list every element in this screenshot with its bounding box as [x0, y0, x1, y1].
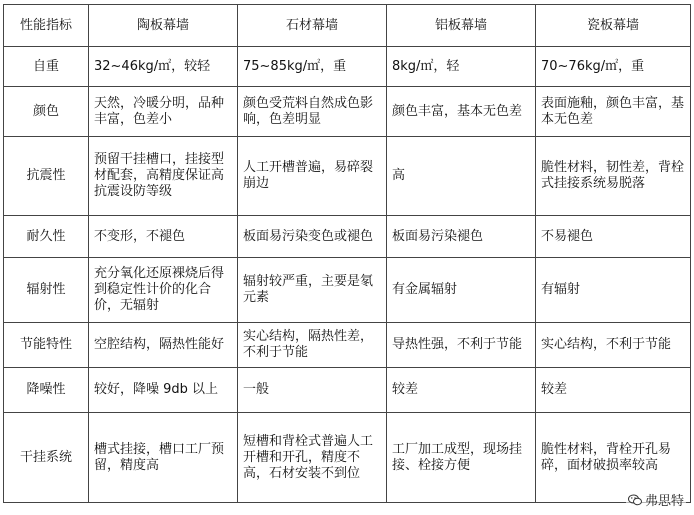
table-cell: 有辐射: [536, 258, 691, 323]
table-cell: 较差: [387, 368, 536, 413]
table-cell: 辐射较严重，主要是氡元素: [238, 258, 387, 323]
comparison-table-frame: [3, 4, 690, 510]
row-label: 节能特性: [4, 323, 89, 368]
table-cell: 不变形，不褪色: [89, 216, 238, 258]
table-row: [4, 137, 691, 216]
table-cell: 表面施釉，颜色丰富，基本无色差: [536, 87, 691, 137]
table-cell: 一般: [238, 368, 387, 413]
table-cell: 槽式挂接，槽口工厂预留，精度高: [89, 413, 238, 503]
header-cell: 瓷板幕墙: [536, 5, 691, 47]
table-row: [4, 87, 691, 137]
table-cell: 脆性材料，韧性差，背栓式挂接系统易脱落: [536, 137, 691, 216]
table-row: [4, 413, 691, 503]
table-cell: 板面易污染褪色: [387, 216, 536, 258]
table-row: [4, 368, 691, 413]
table-row: [4, 47, 691, 87]
table-cell: 充分氧化还原裸烧后得到稳定性计价的化合价，无辐射: [89, 258, 238, 323]
table-cell: 预留干挂槽口，挂接型材配套，高精度保证高抗震设防等级: [89, 137, 238, 216]
table-cell: 颜色丰富，基本无色差: [387, 87, 536, 137]
table-cell: 板面易污染变色或褪色: [238, 216, 387, 258]
table-cell: 人工开槽普遍，易碎裂崩边: [238, 137, 387, 216]
row-label: 颜色: [4, 87, 89, 137]
table-cell: 8kg/㎡，轻: [387, 47, 536, 87]
table-row: [4, 216, 691, 258]
row-label: 辐射性: [4, 258, 89, 323]
table-cell: 较好，降噪 9db 以上: [89, 368, 238, 413]
table-cell: 较差: [536, 368, 691, 413]
table-cell: 颜色受荒料自然成色影响，色差明显: [238, 87, 387, 137]
table-cell: 高: [387, 137, 536, 216]
header-row: [4, 5, 691, 47]
table-cell: 导热性强，不利于节能: [387, 323, 536, 368]
table-cell: 70~76kg/㎡，重: [536, 47, 691, 87]
table-row: [4, 258, 691, 323]
row-label: 降噪性: [4, 368, 89, 413]
watermark: [626, 490, 686, 509]
table-cell: 工厂加工成型，现场挂接、栓接方便: [387, 413, 536, 503]
watermark-text: 弗思特: [644, 494, 684, 509]
header-cell: 陶板幕墙: [89, 5, 238, 47]
table-cell: 脆性材料，背栓开孔易碎，面材破损率较高: [536, 413, 691, 503]
table-cell: 短槽和背栓式普遍人工开槽和开孔，精度不高，石材安装不到位: [238, 413, 387, 503]
table-cell: 实心结构，不利于节能: [536, 323, 691, 368]
header-cell: 铝板幕墙: [387, 5, 536, 47]
table-cell: 32~46kg/㎡，较轻: [89, 47, 238, 87]
table-cell: 有金属辐射: [387, 258, 536, 323]
table-cell: 不易褪色: [536, 216, 691, 258]
row-label: 耐久性: [4, 216, 89, 258]
row-label: 干挂系统: [4, 413, 89, 503]
wechat-icon: [628, 494, 642, 506]
curtain-wall-comparison-table: [3, 4, 691, 503]
header-cell: 石材幕墙: [238, 5, 387, 47]
table-row: [4, 323, 691, 368]
row-label: 抗震性: [4, 137, 89, 216]
table-cell: 天然，冷暖分明，品种丰富，色差小: [89, 87, 238, 137]
table-cell: 空腔结构，隔热性能好: [89, 323, 238, 368]
table-cell: 75~85kg/㎡，重: [238, 47, 387, 87]
row-label: 自重: [4, 47, 89, 87]
header-cell: 性能指标: [4, 5, 89, 47]
table-cell: 实心结构，隔热性差，不利于节能: [238, 323, 387, 368]
